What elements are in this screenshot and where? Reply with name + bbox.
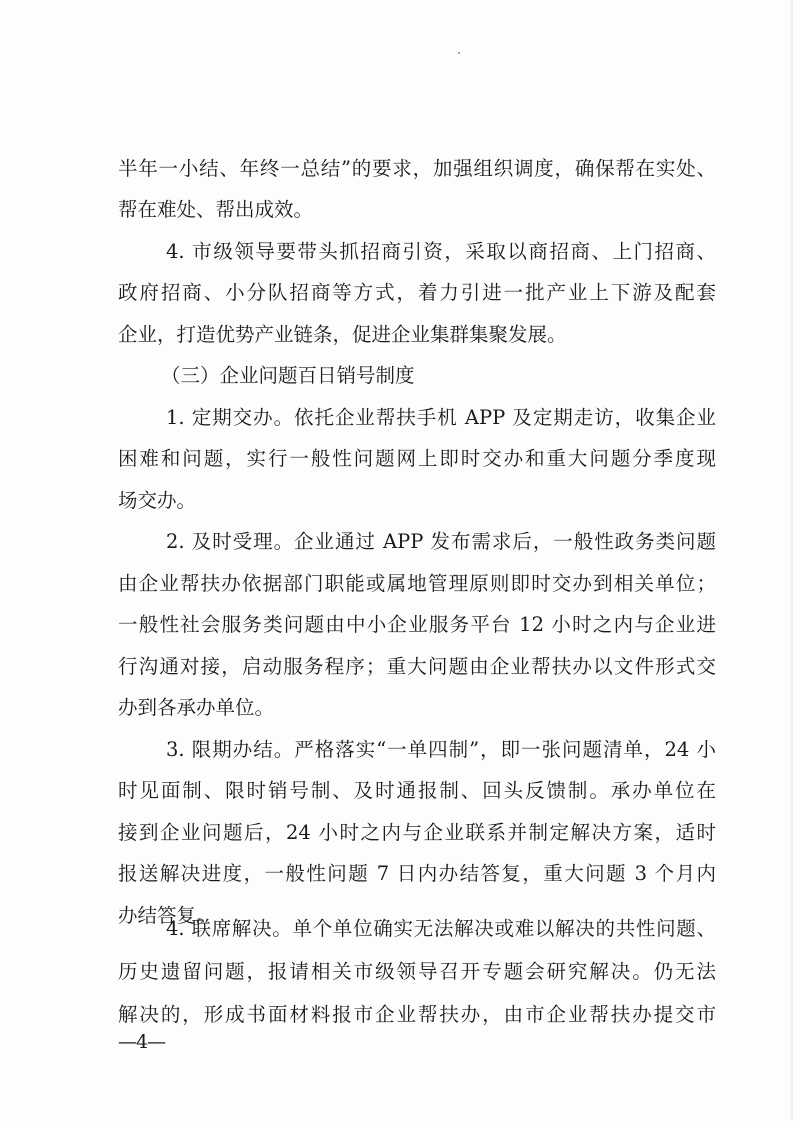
text-line: 由企业帮扶办依据部门职能或属地管理原则即时交办到相关单位； — [118, 572, 716, 595]
section-heading: （三）企业问题百日销号制度 — [161, 364, 415, 387]
text-line: 4. 联席解决。单个单位确实无法解决或难以解决的共性问题、 — [166, 917, 716, 940]
text-line: 1. 定期交办。依托企业帮扶手机 APP 及定期走访，收集企业 — [166, 406, 716, 429]
page-number: —4— — [118, 1031, 166, 1053]
text-line: 办到各承办单位。 — [118, 696, 275, 719]
text-line: 行沟通对接，启动服务程序；重大问题由企业帮扶办以文件形式交 — [118, 655, 716, 678]
text-line: 政府招商、小分队招商等方式，着力引进一批产业上下游及配套 — [118, 281, 716, 304]
text-line: 时见面制、限时销号制、及时通报制、回头反馈制。承办单位在 — [118, 779, 716, 802]
text-line: 场交办。 — [118, 489, 197, 512]
text-line: 帮在难处、帮出成效。 — [118, 198, 314, 221]
text-line: 3. 限期办结。严格落实“一单四制”，即一张问题清单，24 小 — [166, 738, 716, 761]
text-line: 2. 及时受理。企业通过 APP 发布需求后，一般性政务类问题 — [166, 530, 716, 553]
text-line: 历史遗留问题，报请相关市级领导召开专题会研究解决。仍无法 — [118, 960, 716, 983]
text-line: 办结答复。 — [118, 904, 216, 927]
text-line: 困难和问题，实行一般性问题网上即时交办和重大问题分季度现 — [118, 447, 716, 470]
text-line: 接到企业问题后，24 小时之内与企业联系并制定解决方案，适时 — [118, 821, 716, 844]
scan-speck — [458, 52, 460, 54]
text-line: 报送解决进度，一般性问题 7 日内办结答复，重大问题 3 个月内 — [118, 862, 716, 885]
text-line: 半年一小结、年终一总结”的要求，加强组织调度，确保帮在实处、 — [118, 157, 716, 180]
text-line: 解决的，形成书面材料报市企业帮扶办，由市企业帮扶办提交市 — [118, 1003, 716, 1026]
text-line: 4. 市级领导要带头抓招商引资，采取以商招商、上门招商、 — [166, 240, 716, 263]
text-line: 企业，打造优势产业链条，促进企业集群集聚发展。 — [118, 323, 567, 346]
text-line: 一般性社会服务类问题由中小企业服务平台 12 小时之内与企业进 — [118, 613, 716, 636]
